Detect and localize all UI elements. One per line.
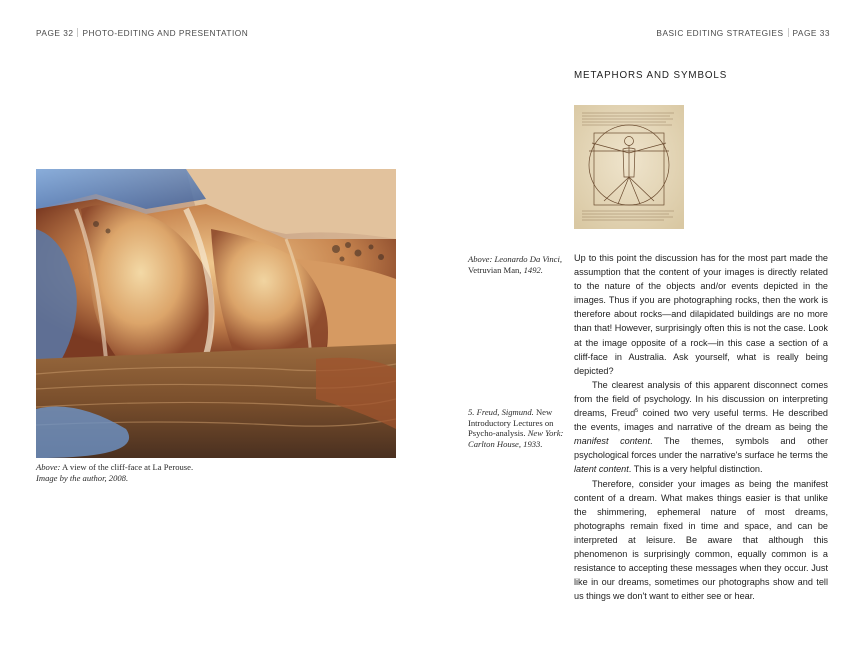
paragraph-text: coined two very useful terms. He described the events, images and narrative of the dream as being the (574, 408, 828, 433)
caption-prefix: Above: Leonardo Da Vinci, (468, 254, 563, 264)
footnote-publisher: New York: Carlton House, 1933. (468, 428, 564, 449)
term-manifest-content: manifest content (574, 436, 651, 447)
header-divider (77, 28, 78, 37)
footnote-caption (468, 407, 568, 449)
cliff-caption (36, 462, 376, 483)
paragraph-text: The clearest analysis of this apparent disconnect comes from the field of psychology. In his discussion on interpreting dreams, Freud (574, 379, 828, 419)
caption-prefix: Above: (36, 462, 61, 472)
left-page-header (36, 28, 248, 38)
caption-year: 1492. (523, 264, 543, 275)
vitruvian-man-image (574, 105, 684, 229)
left-page-number: PAGE 32 (36, 28, 74, 38)
footnote-reference: 5 (635, 408, 639, 415)
section-title: METAPHORS AND SYMBOLS (574, 70, 728, 81)
caption-text: A view of the cliff-face at La Perouse. (60, 462, 194, 472)
footnote-title: New Introductory Lectures on Psycho-analysis. (468, 407, 554, 439)
caption-credit: Image by the author, 2008. (36, 472, 129, 483)
body-paragraph (574, 378, 828, 477)
right-page-header (656, 28, 830, 38)
term-latent-content: latent content (574, 464, 629, 475)
right-page-number: PAGE 33 (792, 28, 830, 38)
body-paragraph: Up to this point the discussion has for the most part made the assumption that the content of your images is directly related to the nature of the objects and/or events depicted in the images. Thus if you are photographing rocks, then the work is therefore about rocks—and dilapidated buildings are no more than that! However, surprisingly often this is not the case. Look at the image opposite of a rock—in this case a section of a cliff-face in Australia. Ask yourself, what is really being depicted? (574, 253, 828, 376)
body-text (574, 251, 828, 603)
body-paragraph: Therefore, consider your images as being the manifest content of a dream. What makes things easier is that unlike the shimmering, ephemeral nature of most dreams, photographs remain fixed in time and space, and can be interpreted at leisure. Be aware that although this phenomenon is surprisingly common, equally common is a resistance to accepting these messages when they occur. Just like in our dreams, sometimes our photographs show and tell us things we don't want to either see or hear. (574, 478, 828, 602)
right-running-title: BASIC EDITING STRATEGIES (656, 28, 784, 38)
header-divider (788, 28, 789, 37)
left-running-title: PHOTO-EDITING AND PRESENTATION (82, 28, 249, 38)
cliff-face-photo (36, 169, 396, 458)
paragraph-text: . This is a very helpful distinction. (628, 464, 763, 475)
footnote-author: 5. Freud, Sigmund. (468, 407, 534, 417)
caption-text: Vetruvian Man, (468, 264, 524, 275)
vitruvian-caption (468, 254, 568, 275)
paragraph-text: . The themes, symbols and other psychological forces under the narrative's surface he terms the (574, 436, 828, 461)
